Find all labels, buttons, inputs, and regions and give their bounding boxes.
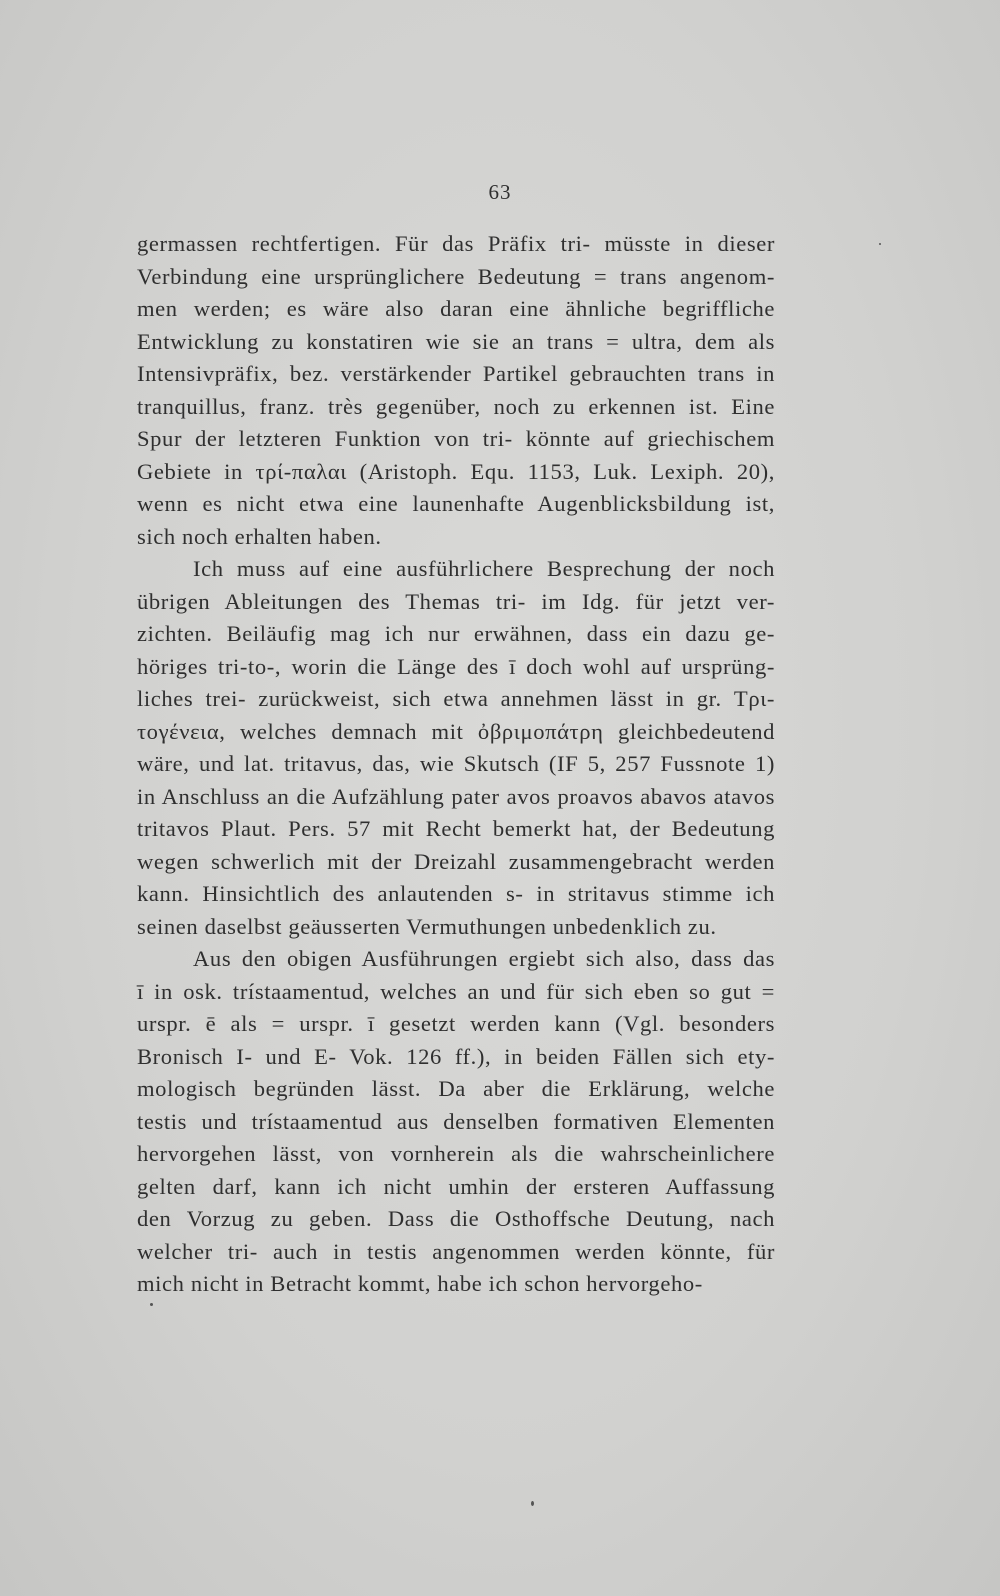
- text-line: kann. Hinsichtlich des anlautenden s- in stritavus stimme ich: [137, 881, 775, 906]
- text-line: urspr. ē als = urspr. ī gesetzt werden kann (Vgl. besonders: [137, 1011, 775, 1036]
- text-line: τογένεια, welches demnach mit ὀβριμοπάτρη gleichbedeutend: [137, 718, 775, 744]
- text-line: hervorgehen lässt, von vornherein als die wahrscheinlichere: [137, 1141, 775, 1166]
- text-line: seinen daselbst geäusserten Vermuthungen unbedenklich zu.: [137, 913, 717, 939]
- text-line: Spur der letzteren Funktion von tri- könnte auf griechischem: [137, 426, 775, 451]
- text-line: Verbindung eine ursprünglichere Bedeutung = trans angenom-: [137, 263, 775, 289]
- text-line: tranquillus, franz. très gegenüber, noch zu erkennen ist. Eine: [137, 393, 775, 419]
- text-line: übrigen Ableitungen des Themas tri- im Idg. für jetzt ver-: [137, 588, 775, 614]
- text-line: men werden; es wäre also daran eine ähnliche begriffliche: [137, 296, 775, 321]
- text-line: welcher tri- auch in testis angenommen werden könnte, für: [137, 1238, 775, 1264]
- text-line: Gebiete in τρί-παλαι (Aristoph. Equ. 1153, Luk. Lexiph. 20),: [137, 458, 775, 484]
- text-line: sich noch erhalten haben.: [137, 523, 382, 549]
- text-line: gelten darf, kann ich nicht umhin der ersteren Auffassung: [137, 1173, 775, 1199]
- text-line: zichten. Beiläufig mag ich nur erwähnen, dass ein dazu ge-: [137, 621, 775, 646]
- text-line: liches trei- zurückweist, sich etwa annehmen lässt in gr. Τρι-: [137, 686, 775, 711]
- text-line: Aus den obigen Ausführungen ergiebt sich also, dass das: [193, 946, 775, 971]
- text-line: Entwicklung zu konstatiren wie sie an trans = ultra, dem als: [137, 328, 775, 354]
- body-text: [137, 228, 775, 1301]
- text-line: Bronisch I- und E- Vok. 126 ff.), in beiden Fällen sich ety-: [137, 1043, 775, 1069]
- text-line: tritavos Plaut. Pers. 57 mit Recht bemerkt hat, der Bedeutung: [137, 816, 775, 841]
- text-line: wegen schwerlich mit der Dreizahl zusammengebracht werden: [137, 848, 775, 874]
- text-line: ī in osk. trístaamentud, welches an und für sich eben so gut =: [137, 978, 775, 1004]
- text-line: wäre, und lat. tritavus, das, wie Skutsch (IF 5, 257 Fussnote 1): [137, 751, 775, 776]
- text-line: mich nicht in Betracht kommt, habe ich schon hervorgeho-: [137, 1271, 703, 1296]
- text-line: in Anschluss an die Aufzählung pater avos proavos abavos atavos: [137, 783, 775, 809]
- text-line: mologisch begründen lässt. Da aber die Erklärung, welche: [137, 1076, 775, 1101]
- page-number: 63: [488, 180, 512, 204]
- text-line: testis und trístaamentud aus denselben formativen Elementen: [137, 1108, 775, 1134]
- text-line: den Vorzug zu geben. Dass die Osthoffsche Deutung, nach: [137, 1206, 775, 1231]
- text-line: germassen rechtfertigen. Für das Präfix tri- müsste in dieser: [137, 231, 775, 256]
- text-line: Intensivpräfix, bez. verstärkender Partikel gebrauchten trans in: [137, 361, 775, 386]
- text-line: wenn es nicht etwa eine launenhafte Augenblicksbildung ist,: [137, 491, 775, 516]
- text-line: Ich muss auf eine ausführlichere Besprechung der noch: [193, 556, 775, 581]
- text-line: höriges tri-to-, worin die Länge des ī doch wohl auf ursprüng-: [137, 653, 775, 679]
